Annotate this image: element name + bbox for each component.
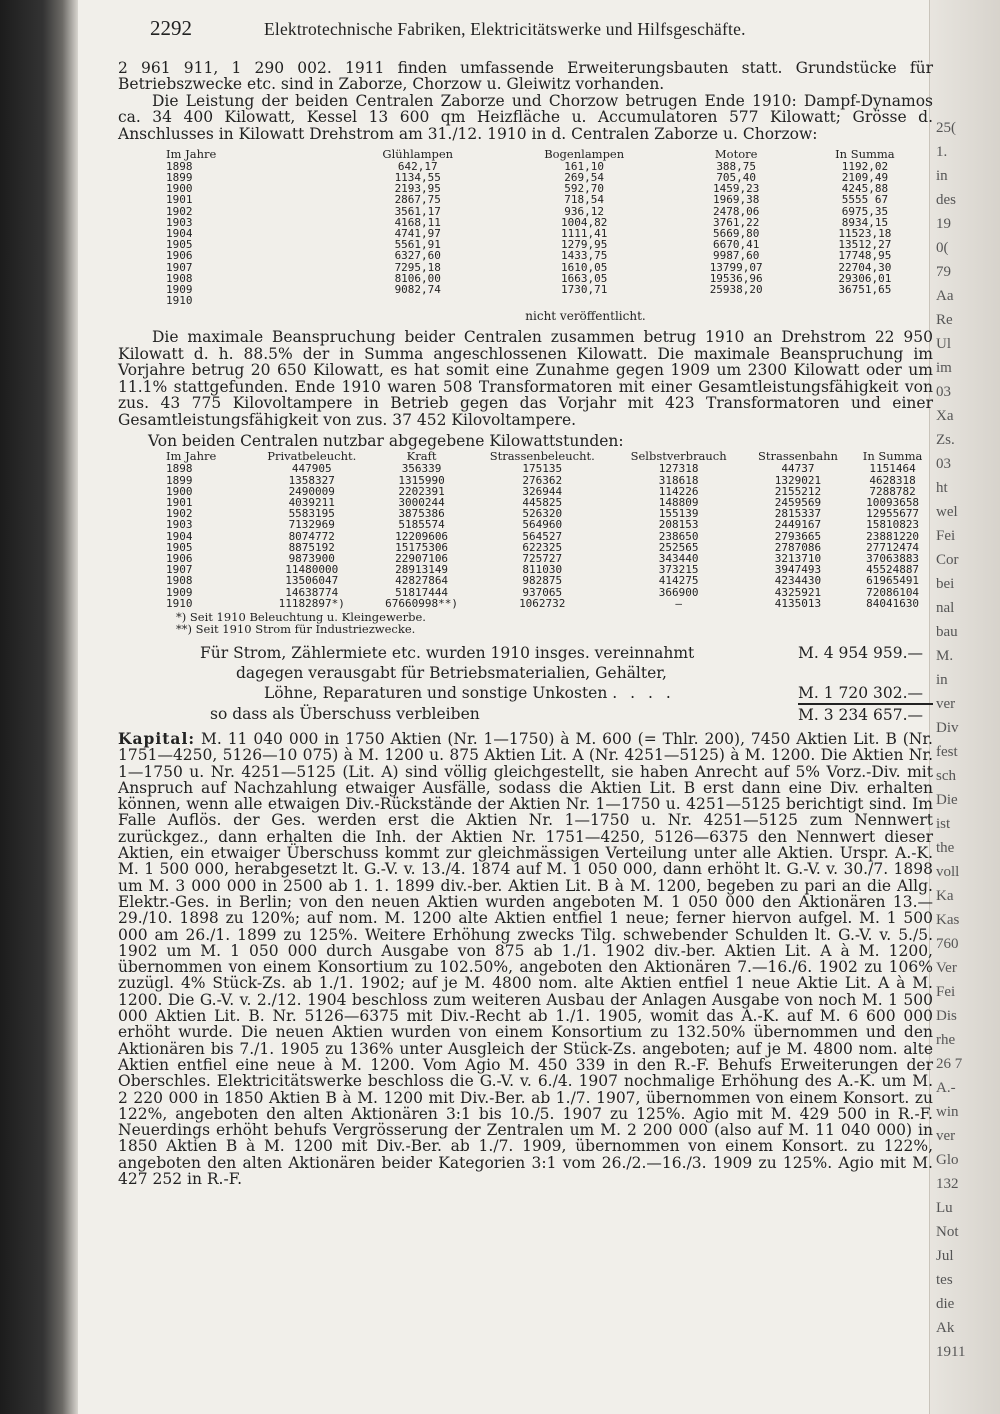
col-motore: Motore <box>714 146 758 161</box>
table-row <box>118 262 933 273</box>
adjacent-page-fragment: Ul <box>936 336 951 352</box>
table-cell: 564960 <box>522 518 563 532</box>
table-cell: 445825 <box>522 495 563 509</box>
adjacent-page-fragment: win <box>936 1104 959 1120</box>
table-cell: 366900 <box>658 585 699 599</box>
table-cell: 208153 <box>658 518 699 532</box>
adjacent-page-fragment: sch <box>936 768 956 784</box>
adjacent-page-fragment: bei <box>936 576 955 592</box>
adjacent-page-edge <box>929 0 1000 1414</box>
revenue-label: Für Strom, Zählermiete etc. wurden 1910 insges. vereinnahmt <box>200 644 695 662</box>
adjacent-page-fragment: 19 <box>936 216 951 232</box>
table-cell: 7132969 <box>288 518 335 532</box>
table-cell: 1902 <box>166 507 193 521</box>
col-privatbeleucht: Privatbeleucht. <box>267 449 357 464</box>
adjacent-page-fragment: M. <box>936 648 954 664</box>
adjacent-page-fragment: Xa <box>936 408 954 424</box>
table-cell: 592,70 <box>564 182 605 196</box>
table-cell: 8875192 <box>288 540 335 554</box>
adjacent-page-fragment: ver <box>936 696 956 712</box>
expense-row-2 <box>118 683 933 704</box>
table-cell: 447905 <box>291 462 332 476</box>
table-row <box>118 463 933 474</box>
table-row <box>118 183 933 194</box>
table-cell: 622325 <box>522 540 563 554</box>
table-cell: 1900 <box>166 182 193 196</box>
table-cell: 12955677 <box>866 507 920 521</box>
table-cell: 36751,65 <box>838 283 892 296</box>
adjacent-page-fragment: Fei <box>936 528 956 544</box>
table-cell: 22907106 <box>395 551 449 565</box>
table-cell: 356339 <box>401 462 442 476</box>
table-row <box>118 519 933 530</box>
col-summa: In Summa <box>862 449 923 464</box>
col-selbstverbrauch: Selbstverbrauch <box>630 449 727 464</box>
expense-amount: M. 1 720 302.— <box>798 683 933 704</box>
revenue-amount: M. 4 954 959.— <box>798 644 924 662</box>
table-cell: 22704,30 <box>838 260 892 274</box>
kapital-section <box>118 731 933 1187</box>
table-cell: 19536,96 <box>709 271 763 285</box>
table-cell: 3561,17 <box>394 204 441 218</box>
table-cell: 67660998**) <box>385 596 458 610</box>
expense-label-1: dagegen verausgabt für Betriebsmaterialien, Gehälter, <box>236 664 667 682</box>
table-cell: 1459,23 <box>713 182 760 196</box>
table-cell: 252565 <box>658 540 699 554</box>
table-cell: 1730,71 <box>561 283 608 296</box>
table-cell: 1004,82 <box>561 215 608 229</box>
adjacent-page-fragment: in <box>936 168 948 184</box>
adjacent-page-fragment: ht <box>936 480 948 496</box>
table-cell: 343440 <box>658 551 699 565</box>
table-cell <box>676 295 797 306</box>
table-cell: 3213710 <box>774 551 822 565</box>
table-cell: 2193,95 <box>394 182 441 196</box>
table-cell: 1905 <box>166 540 193 554</box>
finance-summary <box>118 643 933 725</box>
page-number: 2292 <box>150 16 192 40</box>
table-cell: 2459569 <box>774 495 822 509</box>
table-cell: 705,40 <box>716 170 757 184</box>
table-cell: 1907 <box>166 260 193 274</box>
table-cell: 982875 <box>522 574 563 588</box>
table-cell: 4135013 <box>774 596 822 610</box>
table-cell: 238650 <box>658 529 699 543</box>
table-cell: 11523,18 <box>838 226 892 240</box>
table-cell: 1279,95 <box>561 238 608 252</box>
table-cell: 1898 <box>166 159 193 173</box>
adjacent-page-fragment: Dis <box>936 1008 957 1024</box>
table-cell: 2787086 <box>774 540 822 554</box>
table-cell: 1899 <box>166 170 193 184</box>
table-cell: 1898 <box>166 462 193 476</box>
table-cell: 15810823 <box>866 518 920 532</box>
table-cell: 15175306 <box>395 540 449 554</box>
leader-dots: . . . . <box>612 684 675 702</box>
table-cell: 8074772 <box>288 529 335 543</box>
table-cell: 72086104 <box>866 585 920 599</box>
table-cell: 2449167 <box>774 518 822 532</box>
table-row <box>118 217 933 228</box>
table-cell: 175135 <box>522 462 563 476</box>
adjacent-page-fragment: 1911 <box>936 1344 966 1360</box>
table-cell: 127318 <box>658 462 699 476</box>
table-row <box>118 206 933 217</box>
table-cell: 7295,18 <box>394 260 441 274</box>
table-cell: 13512,27 <box>838 238 892 252</box>
table-cell: 4245,88 <box>841 182 889 196</box>
table-cell: 5555 67 <box>841 193 889 207</box>
adjacent-page-fragment: Die <box>936 792 958 808</box>
adjacent-page-fragment: Glo <box>936 1152 959 1168</box>
table-cell: 4741,97 <box>394 226 441 240</box>
table-cell: 27712474 <box>866 540 920 554</box>
adjacent-page-fragment: bau <box>936 624 958 640</box>
table-cell: 8106,00 <box>394 271 441 285</box>
kapital-text: M. 11 040 000 in 1750 Aktien (Nr. 1—1750) à M. 600 (= Thlr. 200), 7450 Aktien Lit. B (Nr. 1751—4250, 5126—10 075) à M. 1200 u. 875 Aktien Lit. A (Nr. 4251—5125) à M. 1200. Die Aktien Nr. 1—1750 u. Nr. 4251—5125 (Lit. A) sind völlig gleichgestellt, sie haben Anrecht auf 5% Vorz.-Div. mit Anspruch auf Nachzahlung etwaiger Ausfälle, sodass die Aktien Lit. B erst dann eine Div. erhalten können, wenn alle etwaigen Div.-Rückstände der Aktien Nr. 1—1750 u. 4251—5125 berichtigt sind. Im Falle Auflös. der Ges. werden erst die Aktien Nr. 1—1750 u. Nr. 4251—5125 zum Nennwert zurückgez., dann erhalten die Inh. der Aktien Nr. 1751—4250, 5126—6375 den Nennwert dieser Aktien, ein etwaiger Überschuss kommt zur gleichmässigen Verteilung unter alle Aktien. Urspr. A.-K. M. 1 500 000, herabgesetzt lt. G.-V. v. 13./4. 1874 auf M. 1 050 000, dann erhöht lt. G.-V. v. 30./7. 1898 um M. 3 000 000 in 2500 ab 1. 1. 1899 div.-ber. Aktien Lit. B à M. 1200, begeben zu pari an die Allg. Elektr.-Ges. in Berlin; von den neuen Aktien wurden angeboten M. 1 050 000 den Aktionären 13.—29./10. 1898 zu 120%; auf nom. M. 1200 alte Aktien entfiel 1 neue; ferner hiervon aufgel. M. 1 500 000 am 26./1. 1899 zu 125%. Weitere Erhöhung zwecks Tilg. schwebender Schulden lt. G.-V. v. 5./5. 1902 um M. 1 050 000 durch Ausgabe von 875 ab 1./1. 1902 div.-ber. Aktien Lit. A à M. 1200, übernommen von einem Konsortium zu 102.50%, angeboten den Aktionären 7.—16./6. 1902 zu 106% zuzügl. 4% Stück-Zs. ab 1./1. 1902; auf je M. 4800 nom. alte Aktien entfiel 1 neue Aktie Lit. A à M. 1200. Die G.-V. v. 2./12. 1904 beschloss zum weiteren Ausbau der Anlagen Ausgabe von noch M. 1 500 000 Aktien Lit. B. Nr. 5126—6375 mit Div.-Recht ab 1./1. 1905, womit das A.-K. auf M. 6 600 000 erhöht wurde. Die neuen Aktien wurden von einem Konsortium zu 132.50% übernommen und den Aktionären bis 7./1. 1905 zu 136% unter Ausgleich der Stück-Zs. angeboten; auf je M. 4800 nom. alte Aktien entfiel eine neue à M. 1200. Vom Agio M. 450 339 in den R.-F. Behufs Erweiterungen der Oberschles. Elektricitätswerke beschloss die G.-V. v. 6./4. 1907 nochmalige Erhöhung des A.-K. um M. 2 220 000 in 1850 Aktien B à M. 1200 mit Div.-Ber. ab 1./7. 1907, übernommen von einem Konsort. zu 122%, angeboten den alten Aktionären 3:1 bis 10./5. 1907 zu 125%. Agio mit M. 429 500 in R.-F. Neuerdings erhöht behufs Vergrösserung der Zentralen um M. 2 200 000 (also auf M. 11 040 000) in 1850 Aktien B à M. 1200 mit Div.-Ber. ab 1./7. 1909, übernommen von einem Konsort. zu 122%, angeboten den alten Aktionären beider Kategorien 3:1 vom 26./2.—16./3. 1909 zu 125%. Agio mit M. 427 252 in R.-F. <box>118 730 933 1189</box>
table-cell: 44737 <box>781 462 815 476</box>
table-cell: 3875386 <box>398 507 445 521</box>
revenue-row <box>118 643 933 663</box>
table-row <box>118 250 933 261</box>
table-cell: 718,54 <box>564 193 605 207</box>
table-cell: 1062732 <box>519 596 566 610</box>
surplus-label: so dass als Überschuss verbleiben <box>210 705 480 723</box>
table-cell: 1901 <box>166 193 193 207</box>
adjacent-page-fragment: 03 <box>936 456 951 472</box>
table-cell: 17748,95 <box>838 249 892 263</box>
table-cell: 5561,91 <box>394 238 441 252</box>
adjacent-page-fragment: 1. <box>936 144 948 160</box>
table-cell: 642,17 <box>397 159 438 173</box>
table-row <box>118 172 933 183</box>
table-cell: 564527 <box>522 529 563 543</box>
table-cell: 148809 <box>658 495 699 509</box>
adjacent-page-fragment: die <box>936 1296 955 1312</box>
col-gluehlampen: Glühlampen <box>382 146 454 161</box>
table-cell: 1433,75 <box>561 249 608 263</box>
table-cell: 1151464 <box>869 462 916 476</box>
table-cell: 114226 <box>658 484 699 498</box>
table-cell: 5583195 <box>288 507 335 521</box>
table-cell: 269,54 <box>564 170 605 184</box>
table-cell: 3000244 <box>398 495 445 509</box>
table-row <box>118 295 933 306</box>
adjacent-page-fragment: Zs. <box>936 432 955 448</box>
adjacent-page-fragment: Lu <box>936 1200 953 1216</box>
table-cell: 8934,15 <box>841 215 889 229</box>
table-cell: 1907 <box>166 563 193 577</box>
table-cell: 1329021 <box>774 473 822 487</box>
adjacent-page-fragment: Aa <box>936 288 954 304</box>
table-cell: 1908 <box>166 574 193 588</box>
table-cell: 725727 <box>522 551 563 565</box>
expense-label-2: Löhne, Reparaturen und sonstige Unkosten . . . . <box>264 684 675 702</box>
table-cell: 4325921 <box>774 585 822 599</box>
table-cell: 14638774 <box>285 585 339 599</box>
table-cell: 5669,80 <box>713 226 760 240</box>
table-cell: 3761,22 <box>713 215 760 229</box>
table-cell: 1910 <box>166 294 193 308</box>
table-cell <box>343 295 493 306</box>
kwh-intro: Von beiden Centralen nutzbar abgegebene Kilowattstunden: <box>148 431 624 450</box>
table-cell: 161,10 <box>564 159 605 173</box>
table-cell: 12209606 <box>395 529 449 543</box>
table-cell: 11480000 <box>285 563 339 577</box>
table-cell: 1905 <box>166 238 193 252</box>
col-kraft: Kraft <box>406 449 437 464</box>
table-row <box>118 161 933 172</box>
table-cell: 1663,05 <box>561 271 608 285</box>
table-cell <box>797 295 933 306</box>
table-cell: 4168,11 <box>394 215 441 229</box>
table-cell: 5185574 <box>398 518 445 532</box>
table-cell: 2815337 <box>774 507 822 521</box>
col-strassenbahn: Strassenbahn <box>757 449 838 464</box>
table-cell: 373215 <box>658 563 699 577</box>
table-cell: 51817444 <box>395 585 449 599</box>
adjacent-page-fragment: Re <box>936 312 953 328</box>
table-cell: 937065 <box>522 585 563 599</box>
col-bogenlampen: Bogenlampen <box>544 146 625 161</box>
table-cell: 13799,07 <box>709 260 763 274</box>
table-cell: 2155212 <box>774 484 822 498</box>
table-cell: 1904 <box>166 529 193 543</box>
table-cell: 9987,60 <box>713 249 760 263</box>
adjacent-page-fragment: Cor <box>936 552 959 568</box>
adjacent-page-fragment: voll <box>936 864 960 880</box>
table-cell: 1902 <box>166 204 193 218</box>
adjacent-page-fragment: wel <box>936 504 958 520</box>
table-cell: 1899 <box>166 473 193 487</box>
running-title: Elektrotechnische Fabriken, Elektricitätswerke und Hilfsgeschäfte. <box>264 19 746 39</box>
table-cell: — <box>675 596 682 610</box>
table-cell: 1111,41 <box>561 226 608 240</box>
table-row <box>118 284 933 295</box>
table-cell: 1358327 <box>288 473 335 487</box>
adjacent-page-fragment: 0( <box>936 240 949 256</box>
table-cell: 11182897*) <box>278 596 345 610</box>
table-cell: 1906 <box>166 249 193 263</box>
adjacent-page-fragment: fest <box>936 744 958 760</box>
table-cell: 61965491 <box>866 574 920 588</box>
col-year: Im Jahre <box>166 449 217 464</box>
table-cell: 1908 <box>166 271 193 285</box>
table-cell: 25938,20 <box>709 283 763 296</box>
adjacent-page-fragment: Kas <box>936 912 960 928</box>
table-row <box>118 575 933 586</box>
table-cell: 1315990 <box>398 473 445 487</box>
table-cell: 526320 <box>522 507 563 521</box>
adjacent-page-fragment: 25( <box>936 120 956 136</box>
adjacent-page-fragment: Div <box>936 720 959 736</box>
adjacent-page-fragment: Fei <box>936 984 956 1000</box>
table-cell <box>493 295 676 306</box>
surplus-row <box>118 704 933 725</box>
table-cell: 326944 <box>522 484 563 498</box>
table-cell: 276362 <box>522 473 563 487</box>
table-cell: 4039211 <box>288 495 335 509</box>
adjacent-page-fragment: im <box>936 360 952 376</box>
table-cell: 1904 <box>166 226 193 240</box>
table-cell: 3947493 <box>774 563 822 577</box>
table-cell: 6975,35 <box>841 204 889 218</box>
col-summa: In Summa <box>835 146 895 161</box>
table-header-row <box>118 149 933 161</box>
table-cell: 45524887 <box>866 563 920 577</box>
surplus-amount: M. 3 234 657.— <box>798 704 933 725</box>
adjacent-page-fragment: Jul <box>936 1248 954 1264</box>
capacity-paragraph: Die Leistung der beiden Centralen Zaborze und Chorzow betrugen Ende 1910: Dampf-Dynamos ca. 34 400 Kilowatt, Kessel 13 600 qm Heizfläche u. Accumulatoren 577 Kilowatt; Grösse d. Anschlusses in Kilowatt Drehstrom am 31./12. 1910 in d. Centralen Zaborze u. Chorzow: <box>118 91 933 143</box>
table-row <box>118 228 933 239</box>
adjacent-page-fragment: rhe <box>936 1032 956 1048</box>
table-cell: 1901 <box>166 495 193 509</box>
adjacent-page-fragment: Ver <box>936 960 957 976</box>
table-cell: 29306,01 <box>838 271 892 285</box>
table-cell: 2109,49 <box>841 170 889 184</box>
table-cell: 1900 <box>166 484 193 498</box>
table-cell: 28913149 <box>395 563 449 577</box>
table-cell: 1909 <box>166 283 193 296</box>
adjacent-page-fragment: the <box>936 840 955 856</box>
not-published-note: nicht veröffentlicht. <box>525 309 646 324</box>
table-cell: 37063883 <box>866 551 920 565</box>
col-strassenbeleucht: Strassenbeleucht. <box>489 449 595 464</box>
adjacent-page-fragment: ver <box>936 1128 956 1144</box>
table-cell: 13506047 <box>285 574 339 588</box>
table-row <box>118 598 933 609</box>
table-cell: 2478,06 <box>713 204 760 218</box>
table-cell: 318618 <box>658 473 699 487</box>
kwh-table <box>118 451 933 609</box>
col-year: Im Jahre <box>166 146 217 161</box>
table-cell: 9873900 <box>288 551 335 565</box>
table-cell: 9082,74 <box>394 283 441 296</box>
load-paragraph: Die maximale Beanspruchung beider Centralen zusammen betrug 1910 an Drehstrom 22 950 Kilowatt d. h. 88.5% der in Summa angeschlossenen Kilowatt. Die maximale Beanspruchung im Vorjahre betrug 20 650 Kilowatt, es hat somit eine Zunahme gegen 1909 um 2300 Kilowatt oder um 11.1% stattgefunden. Ende 1910 waren 508 Transformatoren mit einer Gesamtleistungsfähigkeit von zus. 43 775 Kilovoltampere in Betrieb gegen das Vorjahr mit 423 Transformatoren und einer Gesamtleistungsfähigkeit von zus. 37 452 Kilovoltampere. <box>118 328 933 429</box>
adjacent-page-fragment: Ka <box>936 888 954 904</box>
table-cell: 1910 <box>166 596 193 610</box>
connection-table <box>118 146 933 308</box>
running-header <box>118 16 933 40</box>
table-cell: 6327,60 <box>394 249 441 263</box>
table-cell: 936,12 <box>564 204 605 218</box>
table-cell: 1192,02 <box>841 159 889 173</box>
intro-paragraph: 2 961 911, 1 290 002. 1911 finden umfassende Erweiterungsbauten statt. Grundstücke für Betriebszwecke etc. sind in Zaborze, Chorzow u. Gleiwitz vorhanden. <box>118 58 933 94</box>
table-cell: 1903 <box>166 215 193 229</box>
table-cell: 7288782 <box>869 484 916 498</box>
footnote-2: **) Seit 1910 Strom für Industriezwecke. <box>176 622 416 636</box>
adjacent-page-fragment: Ak <box>936 1320 955 1336</box>
adjacent-page-fragment: 760 <box>936 936 959 952</box>
table-cell: 1969,38 <box>713 193 760 207</box>
adjacent-page-fragment: A.- <box>936 1080 956 1096</box>
table-cell: 414275 <box>658 574 699 588</box>
adjacent-page-fragment: 79 <box>936 264 951 280</box>
table-cell: 4234430 <box>774 574 822 588</box>
table-cell: 2202391 <box>398 484 445 498</box>
table-cell: 2793665 <box>774 529 822 543</box>
adjacent-page-fragment: ist <box>936 816 951 832</box>
table-cell: 84041630 <box>866 596 920 610</box>
adjacent-page-fragment: 03 <box>936 384 951 400</box>
adjacent-page-fragment: nal <box>936 600 955 616</box>
table-cell: 4628318 <box>869 473 916 487</box>
adjacent-page-fragment: des <box>936 192 956 208</box>
adjacent-page-fragment: Not <box>936 1224 959 1240</box>
table-row <box>118 194 933 205</box>
table-cell: 42827864 <box>395 574 449 588</box>
table-cell: 1909 <box>166 585 193 599</box>
document-page <box>118 16 933 1189</box>
table-cell: 1610,05 <box>561 260 608 274</box>
table-cell: 1134,55 <box>394 170 441 184</box>
adjacent-page-fragment: 26 7 <box>936 1056 963 1072</box>
table-cell: 1906 <box>166 551 193 565</box>
book-binding-edge <box>0 0 78 1414</box>
table-cell: 2490009 <box>288 484 335 498</box>
adjacent-page-fragment: tes <box>936 1272 953 1288</box>
table-cell: 155139 <box>658 507 699 521</box>
table-cell: 10093658 <box>866 495 920 509</box>
table-row <box>118 239 933 250</box>
adjacent-page-fragment: in <box>936 672 948 688</box>
footnote-1: *) Seit 1910 Beleuchtung u. Kleingewerbe. <box>176 610 426 624</box>
table-cell: 2867,75 <box>394 193 441 207</box>
adjacent-page-fragment: 132 <box>936 1176 959 1192</box>
table-cell: 811030 <box>522 563 563 577</box>
expense-row-1 <box>118 663 933 683</box>
table-cell: 1903 <box>166 518 193 532</box>
table-cell: 6670,41 <box>713 238 760 252</box>
table-cell: 388,75 <box>716 159 757 173</box>
kapital-label: Kapital: <box>118 729 196 748</box>
table-row <box>118 273 933 284</box>
table-cell: 23881220 <box>866 529 920 543</box>
